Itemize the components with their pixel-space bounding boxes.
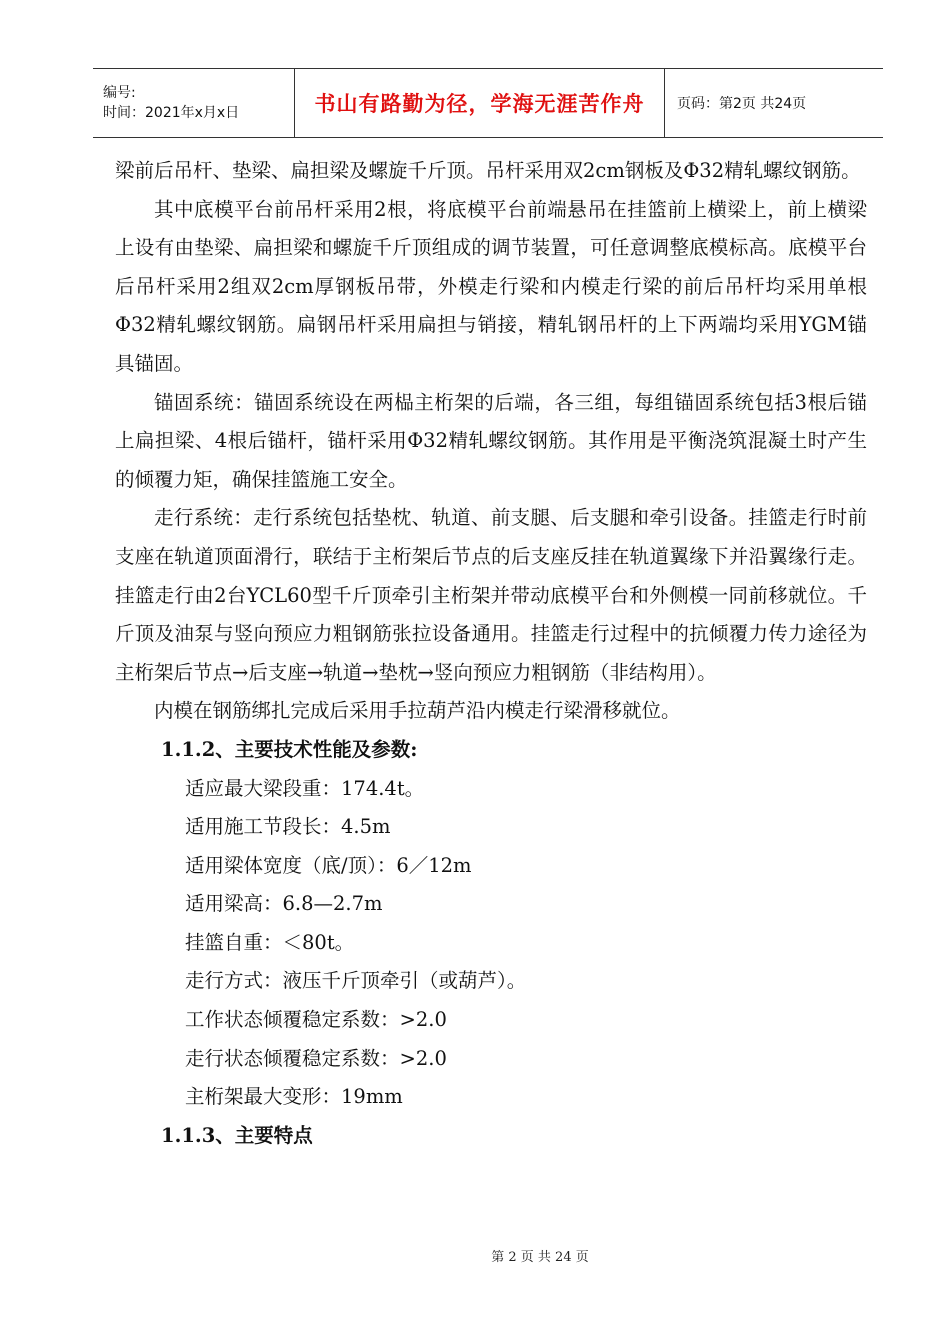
header-motto: 书山有路勤为径，学海无涯苦作舟	[295, 69, 665, 137]
section-heading-parameters: 1.1.2、主要技术性能及参数:	[161, 737, 418, 761]
parameter-item: 工作状态倾覆稳定系数：>2.0	[185, 1008, 447, 1032]
parameter-item: 适应最大梁段重：174.4t。	[185, 776, 425, 800]
parameter-item: 走行方式：液压千斤顶牵引（或葫芦）。	[185, 969, 527, 993]
document-code-label: 编号:	[103, 85, 136, 101]
paragraph-inner-mold: 内模在钢筋绑扎完成后采用手拉葫芦沿内模走行梁滑移就位。	[154, 699, 681, 723]
parameter-item: 适用梁体宽度（底/顶）：6／12m	[185, 853, 472, 877]
paragraph-anchor-system: 锚固系统：锚固系统设在两榀主桁架的后端，各三组，每组锚固系统包括3根后锚上扁担梁、4根后锚杆，锚杆采用Φ32精轧螺纹钢筋。其作用是平衡浇筑混凝土时产生的倾覆力矩，确保挂篮施工安全。	[115, 390, 867, 491]
paragraph-continuation: 梁前后吊杆、垫梁、扁担梁及螺旋千斤顶。吊杆采用双2cm钢板及Φ32精轧螺纹钢筋。	[115, 159, 861, 182]
parameter-item: 适用施工节段长：4.5m	[185, 815, 391, 839]
page-footer: 第 2 页 共 24 页	[491, 1250, 589, 1265]
parameter-item: 适用梁高：6.8—2.7m	[185, 892, 383, 916]
header-meta	[93, 69, 295, 137]
parameter-item: 走行状态倾覆稳定系数：>2.0	[185, 1046, 447, 1070]
document-time-label: 时间：2021年x月x日	[103, 105, 240, 121]
paragraph-walking-system: 走行系统：走行系统包括垫枕、轨道、前支腿、后支腿和牵引设备。挂篮走行时前支座在轨道顶面滑行，联结于主桁架后节点的后支座反挂在轨道翼缘下并沿翼缘行走。挂篮走行由2台YCL60型千斤顶牵引主桁架并带动底模平台和外侧模一同前移就位。千斤顶及油泵与竖向预应力粗钢筋张拉设备通用。挂篮走行过程中的抗倾覆力传力途径为主桁架后节点→后支座→轨道→垫枕→竖向预应力粗钢筋（非结构用）。	[115, 506, 867, 684]
section-heading-features: 1.1.3、主要特点	[161, 1123, 313, 1147]
parameter-item: 挂篮自重：＜80t。	[185, 930, 355, 954]
document-body	[115, 152, 867, 1155]
paragraph-bottom-platform: 其中底模平台前吊杆采用2根，将底模平台前端悬吊在挂篮前上横梁上，前上横梁上设有由垫梁、扁担梁和螺旋千斤顶组成的调节装置，可任意调整底模标高。底模平台后吊杆采用2组双2cm厚钢板吊带，外模走行梁和内模走行梁的前后吊杆均采用单根Φ32精轧螺纹钢筋。扁钢吊杆采用扁担与销接，精轧钢吊杆的上下两端均采用YGM锚具锚固。	[115, 197, 867, 375]
parameter-item: 主桁架最大变形：19mm	[185, 1085, 403, 1109]
header-page-number: 页码：第2页 共24页	[677, 96, 807, 112]
page-header	[93, 68, 883, 138]
